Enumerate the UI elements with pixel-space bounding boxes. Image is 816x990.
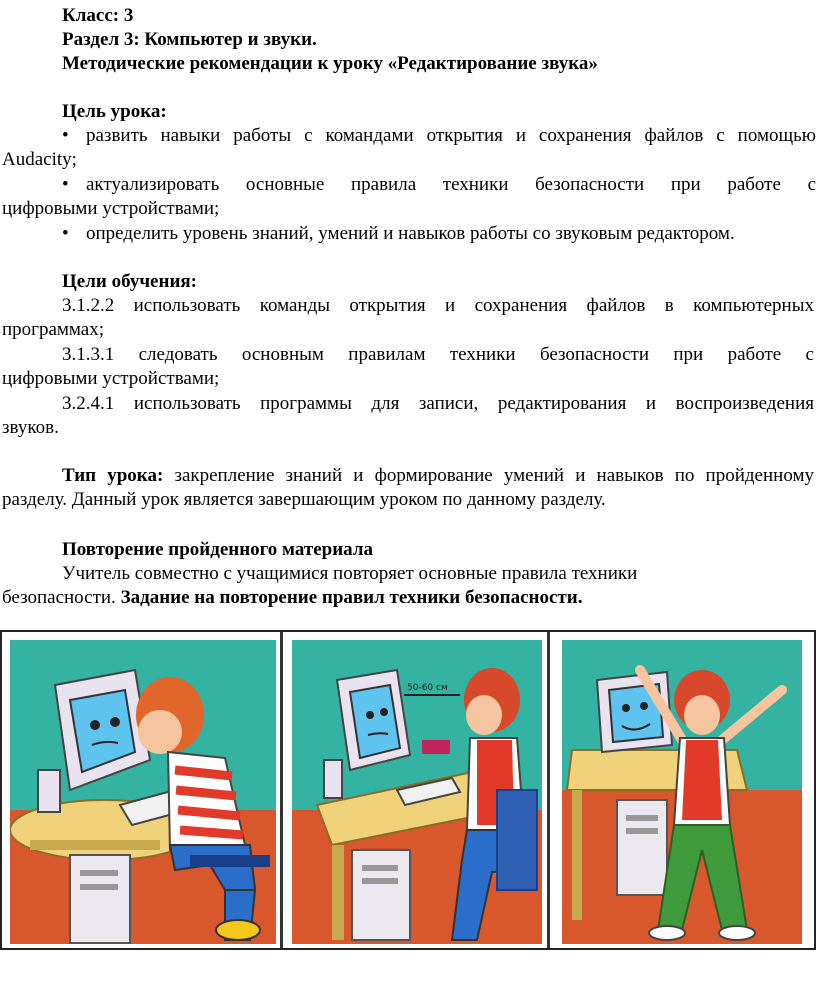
illustration-exercise-break	[562, 640, 802, 944]
learning-goal-1-line2: программах;	[2, 319, 105, 340]
safety-illustrations	[0, 630, 816, 950]
learning-goals-heading: Цели обучения:	[62, 271, 197, 292]
learning-goal-3-line2: звуков.	[2, 417, 59, 438]
illustration-correct-distance	[292, 640, 542, 944]
goal-item-2-line2: цифровыми устройствами;	[2, 198, 220, 219]
lesson-goal-heading: Цель урока:	[62, 101, 167, 122]
goal-item-1-line1: развить навыки работы с командами открытия и сохранения файлов с помощью	[86, 125, 816, 146]
review-heading: Повторение пройденного материала	[62, 539, 373, 560]
learning-goal-2-line1: 3.1.3.1 следовать основным правилам техники безопасности при работе с	[62, 344, 814, 365]
illustration-divider	[280, 632, 283, 948]
lesson-type-text: закрепление знаний и формирование умений и навыков по пройденному	[163, 465, 814, 486]
document-title: Методические рекомендации к уроку «Редактирование звука»	[62, 53, 598, 74]
illustration-divider	[547, 632, 550, 948]
review-task: Задание на повторение правил техники безопасности.	[120, 587, 583, 608]
grade-line: Класс: 3	[62, 5, 134, 26]
distance-label: 50-60 см	[407, 683, 448, 693]
illustration-wrong-posture	[10, 640, 276, 944]
bullet-icon: •	[62, 223, 69, 244]
bullet-icon: •	[62, 125, 69, 146]
bullet-icon: •	[62, 174, 69, 195]
lesson-type-label: Тип урока:	[62, 465, 164, 486]
review-text-line1: Учитель совместно с учащимися повторяет основные правила техники	[62, 563, 638, 584]
lesson-type-line1	[62, 464, 814, 488]
goal-item-2-line1: актуализировать основные правила техники безопасности при работе с	[86, 174, 816, 195]
review-text: безопасности.	[2, 587, 121, 608]
learning-goal-1-line1: 3.1.2.2 использовать команды открытия и сохранения файлов в компьютерных	[62, 295, 814, 316]
learning-goal-2-line2: цифровыми устройствами;	[2, 368, 220, 389]
goal-item-3-line1: определить уровень знаний, умений и навыков работы со звуковым редактором.	[86, 223, 735, 244]
lesson-type-line2: разделу. Данный урок является завершающим уроком по данному разделу.	[2, 489, 606, 510]
goal-item-1-line2: Audacity;	[2, 149, 77, 170]
section-line: Раздел 3: Компьютер и звуки.	[62, 29, 317, 50]
learning-goal-3-line1: 3.2.4.1 использовать программы для записи, редактирования и воспроизведения	[62, 393, 814, 414]
review-text-line2	[2, 586, 582, 610]
